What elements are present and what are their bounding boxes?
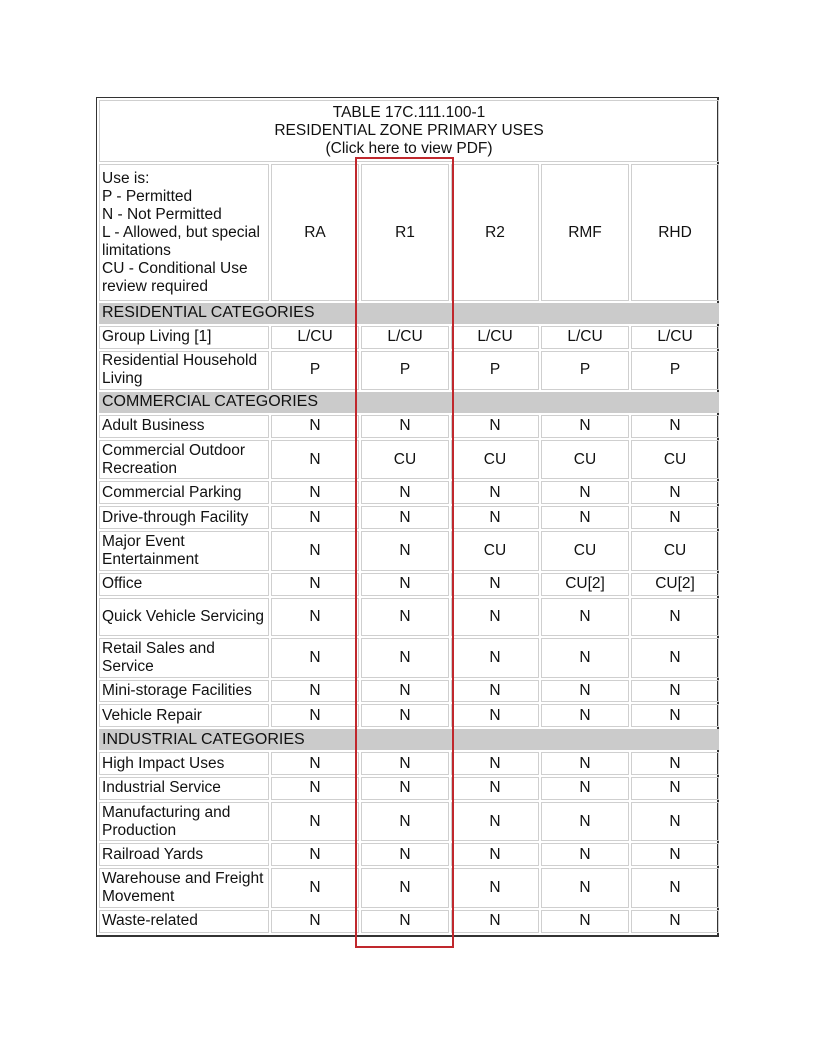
column-header-r2: R2 (451, 164, 539, 300)
zone-value-r2: N (451, 752, 539, 775)
use-label: Major Event Entertainment (99, 531, 269, 571)
zone-value-r2: N (451, 506, 539, 529)
use-label: Adult Business (99, 415, 269, 438)
use-label: Manufacturing and Production (99, 802, 269, 842)
zone-value-r1: N (361, 598, 449, 637)
table-row (99, 843, 719, 866)
use-label: Commercial Outdoor Recreation (99, 440, 269, 480)
zone-value-rhd: CU[2] (631, 573, 719, 596)
zone-value-rmf: N (541, 843, 629, 866)
zone-value-r1: N (361, 752, 449, 775)
zone-value-rhd: N (631, 752, 719, 775)
use-label: Industrial Service (99, 777, 269, 800)
zone-value-r2: CU (451, 531, 539, 571)
use-label: Railroad Yards (99, 843, 269, 866)
zone-value-rhd: CU (631, 440, 719, 480)
table-row (99, 680, 719, 703)
table-row (99, 351, 719, 391)
zone-value-r1: N (361, 843, 449, 866)
legend-line: N - Not Permitted (102, 205, 222, 223)
zone-value-rhd: L/CU (631, 326, 719, 349)
zone-value-rmf: N (541, 752, 629, 775)
category-heading: COMMERCIAL CATEGORIES (99, 392, 719, 413)
table-row (99, 752, 719, 775)
table-row (99, 777, 719, 800)
zone-value-ra: N (271, 752, 359, 775)
zone-value-r1: L/CU (361, 326, 449, 349)
zone-value-r1: N (361, 481, 449, 504)
zone-value-r1: N (361, 777, 449, 800)
legend-line: CU - Conditional Use review required (102, 259, 248, 295)
zone-value-rmf: N (541, 704, 629, 727)
zone-value-r2: L/CU (451, 326, 539, 349)
zone-value-r2: N (451, 598, 539, 637)
legend-line: L - Allowed, but special limitations (102, 223, 260, 259)
zone-value-r1: N (361, 704, 449, 727)
column-header-r1: R1 (361, 164, 449, 300)
table-row (99, 573, 719, 596)
zone-value-r1: N (361, 531, 449, 571)
zone-value-ra: N (271, 573, 359, 596)
zone-value-ra: N (271, 777, 359, 800)
table-row (99, 802, 719, 842)
zone-value-rmf: N (541, 415, 629, 438)
zone-value-r2: P (451, 351, 539, 391)
zone-value-rhd: P (631, 351, 719, 391)
zone-value-r2: N (451, 680, 539, 703)
use-label: Group Living [1] (99, 326, 269, 349)
zone-value-r1: N (361, 802, 449, 842)
zone-value-rmf: CU[2] (541, 573, 629, 596)
zone-value-rhd: N (631, 868, 719, 908)
zone-value-r2: N (451, 777, 539, 800)
zone-value-rhd: N (631, 802, 719, 842)
zone-value-r2: N (451, 704, 539, 727)
category-heading: RESIDENTIAL CATEGORIES (99, 303, 719, 324)
table-row (99, 910, 719, 933)
zone-value-rhd: N (631, 598, 719, 637)
zone-value-r2: N (451, 802, 539, 842)
use-label: Residential Household Living (99, 351, 269, 391)
zone-value-ra: P (271, 351, 359, 391)
legend-line: Use is: (102, 169, 150, 187)
zone-value-r2: N (451, 910, 539, 933)
zone-value-rhd: N (631, 481, 719, 504)
use-label: Commercial Parking (99, 481, 269, 504)
zone-value-ra: N (271, 481, 359, 504)
zone-value-r2: N (451, 573, 539, 596)
table-row (99, 531, 719, 571)
view-pdf-link[interactable]: (Click here to view PDF) (325, 140, 493, 158)
zone-value-ra: N (271, 598, 359, 637)
zone-value-rhd: N (631, 910, 719, 933)
zone-value-rhd: CU (631, 531, 719, 571)
column-header-rhd: RHD (631, 164, 719, 300)
column-header-row (99, 164, 719, 300)
table-row (99, 506, 719, 529)
zone-value-ra: N (271, 531, 359, 571)
zone-value-rmf: N (541, 802, 629, 842)
table-number: TABLE 17C.111.100-1 (332, 104, 486, 122)
table-row (99, 704, 719, 727)
zone-value-ra: N (271, 638, 359, 678)
category-row (99, 303, 719, 324)
zone-value-r2: N (451, 868, 539, 908)
zone-value-rhd: N (631, 843, 719, 866)
use-label: Waste-related (99, 910, 269, 933)
use-label: Retail Sales and Service (99, 638, 269, 678)
zone-value-rhd: N (631, 638, 719, 678)
zone-value-ra: N (271, 802, 359, 842)
zone-value-ra: N (271, 680, 359, 703)
use-label: Vehicle Repair (99, 704, 269, 727)
zone-value-rhd: N (631, 680, 719, 703)
zone-value-r1: N (361, 910, 449, 933)
zone-value-rmf: N (541, 598, 629, 637)
table-name: RESIDENTIAL ZONE PRIMARY USES (274, 122, 544, 140)
zone-value-r2: CU (451, 440, 539, 480)
use-label: Mini-storage Facilities (99, 680, 269, 703)
zone-value-r1: N (361, 638, 449, 678)
table-row (99, 440, 719, 480)
zone-value-ra: N (271, 415, 359, 438)
table-row (99, 415, 719, 438)
category-row (99, 392, 719, 413)
table-title (99, 100, 719, 162)
use-label: High Impact Uses (99, 752, 269, 775)
zone-value-ra: N (271, 704, 359, 727)
zone-value-ra: N (271, 868, 359, 908)
zone-value-r1: N (361, 680, 449, 703)
zone-value-rmf: CU (541, 440, 629, 480)
legend-line: P - Permitted (102, 187, 193, 205)
use-label: Warehouse and Freight Movement (99, 868, 269, 908)
column-header-rmf: RMF (541, 164, 629, 300)
zone-value-rmf: N (541, 638, 629, 678)
zone-value-ra: L/CU (271, 326, 359, 349)
zone-value-rmf: P (541, 351, 629, 391)
column-header-ra: RA (271, 164, 359, 300)
use-legend (99, 164, 269, 300)
zone-value-r1: N (361, 415, 449, 438)
zone-value-rmf: N (541, 868, 629, 908)
zone-value-ra: N (271, 910, 359, 933)
residential-zone-primary-uses-table (97, 98, 721, 935)
table-row (99, 598, 719, 637)
zone-value-rhd: N (631, 506, 719, 529)
zone-value-r2: N (451, 415, 539, 438)
zone-value-rhd: N (631, 415, 719, 438)
table-row (99, 326, 719, 349)
zone-value-rmf: N (541, 680, 629, 703)
zone-value-r1: N (361, 868, 449, 908)
table-row (99, 638, 719, 678)
category-heading: INDUSTRIAL CATEGORIES (99, 729, 719, 750)
zone-value-rmf: CU (541, 531, 629, 571)
zone-value-ra: N (271, 843, 359, 866)
zone-value-r2: N (451, 843, 539, 866)
zone-value-rhd: N (631, 777, 719, 800)
table-row (99, 868, 719, 908)
use-label: Office (99, 573, 269, 596)
zone-value-r1: N (361, 506, 449, 529)
zoning-table-container (96, 97, 719, 937)
zone-value-r1: CU (361, 440, 449, 480)
table-row (99, 481, 719, 504)
use-label: Drive-through Facility (99, 506, 269, 529)
zone-value-ra: N (271, 440, 359, 480)
zone-value-rmf: N (541, 506, 629, 529)
zone-value-r1: N (361, 573, 449, 596)
zone-value-r2: N (451, 481, 539, 504)
zone-value-rmf: N (541, 481, 629, 504)
category-row (99, 729, 719, 750)
zone-value-r2: N (451, 638, 539, 678)
zone-value-rmf: N (541, 777, 629, 800)
use-label: Quick Vehicle Servicing (99, 598, 269, 637)
zone-value-rhd: N (631, 704, 719, 727)
zone-value-rmf: L/CU (541, 326, 629, 349)
zone-value-ra: N (271, 506, 359, 529)
zone-value-r1: P (361, 351, 449, 391)
table-title-row (99, 100, 719, 162)
zone-value-rmf: N (541, 910, 629, 933)
